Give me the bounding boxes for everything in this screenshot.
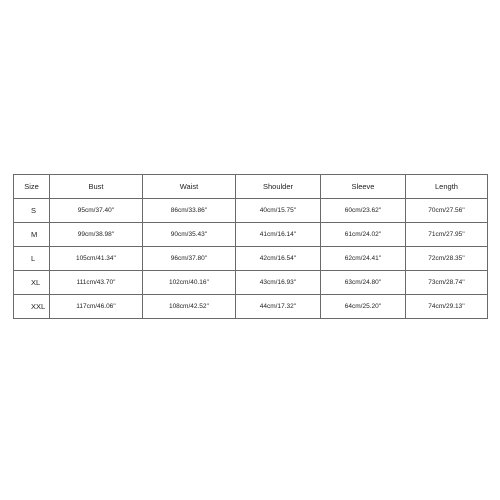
header-waist: Waist (143, 175, 236, 199)
cell-size: M (14, 223, 50, 247)
cell-size: S (14, 199, 50, 223)
cell-shoulder: 44cm/17.32'' (236, 295, 321, 319)
table-row (14, 271, 488, 295)
cell-waist: 86cm/33.86'' (143, 199, 236, 223)
cell-sleeve: 60cm/23.62'' (321, 199, 406, 223)
cell-bust: 117cm/46.06'' (50, 295, 143, 319)
cell-length: 71cm/27.95'' (406, 223, 488, 247)
cell-size: L (14, 247, 50, 271)
cell-size: XL (14, 271, 50, 295)
cell-length: 70cm/27.56'' (406, 199, 488, 223)
cell-length: 72cm/28.35'' (406, 247, 488, 271)
cell-waist: 96cm/37.80'' (143, 247, 236, 271)
cell-bust: 99cm/38.98'' (50, 223, 143, 247)
cell-sleeve: 62cm/24.41'' (321, 247, 406, 271)
cell-length: 73cm/28.74'' (406, 271, 488, 295)
cell-shoulder: 40cm/15.75'' (236, 199, 321, 223)
cell-waist: 90cm/35.43'' (143, 223, 236, 247)
cell-sleeve: 63cm/24.80'' (321, 271, 406, 295)
cell-shoulder: 42cm/16.54'' (236, 247, 321, 271)
table-row (14, 247, 488, 271)
header-size: Size (14, 175, 50, 199)
cell-shoulder: 43cm/16.93'' (236, 271, 321, 295)
cell-length: 74cm/29.13'' (406, 295, 488, 319)
table-row (14, 295, 488, 319)
cell-sleeve: 61cm/24.02'' (321, 223, 406, 247)
size-chart-table (13, 174, 488, 319)
cell-sleeve: 64cm/25.20'' (321, 295, 406, 319)
table-row (14, 199, 488, 223)
cell-waist: 108cm/42.52'' (143, 295, 236, 319)
table-row (14, 223, 488, 247)
cell-bust: 95cm/37.40'' (50, 199, 143, 223)
cell-size: XXL (14, 295, 50, 319)
table-header-row (14, 175, 488, 199)
cell-bust: 105cm/41.34'' (50, 247, 143, 271)
header-bust: Bust (50, 175, 143, 199)
header-shoulder: Shoulder (236, 175, 321, 199)
cell-waist: 102cm/40.16'' (143, 271, 236, 295)
header-sleeve: Sleeve (321, 175, 406, 199)
header-length: Length (406, 175, 488, 199)
cell-bust: 111cm/43.70'' (50, 271, 143, 295)
cell-shoulder: 41cm/16.14'' (236, 223, 321, 247)
